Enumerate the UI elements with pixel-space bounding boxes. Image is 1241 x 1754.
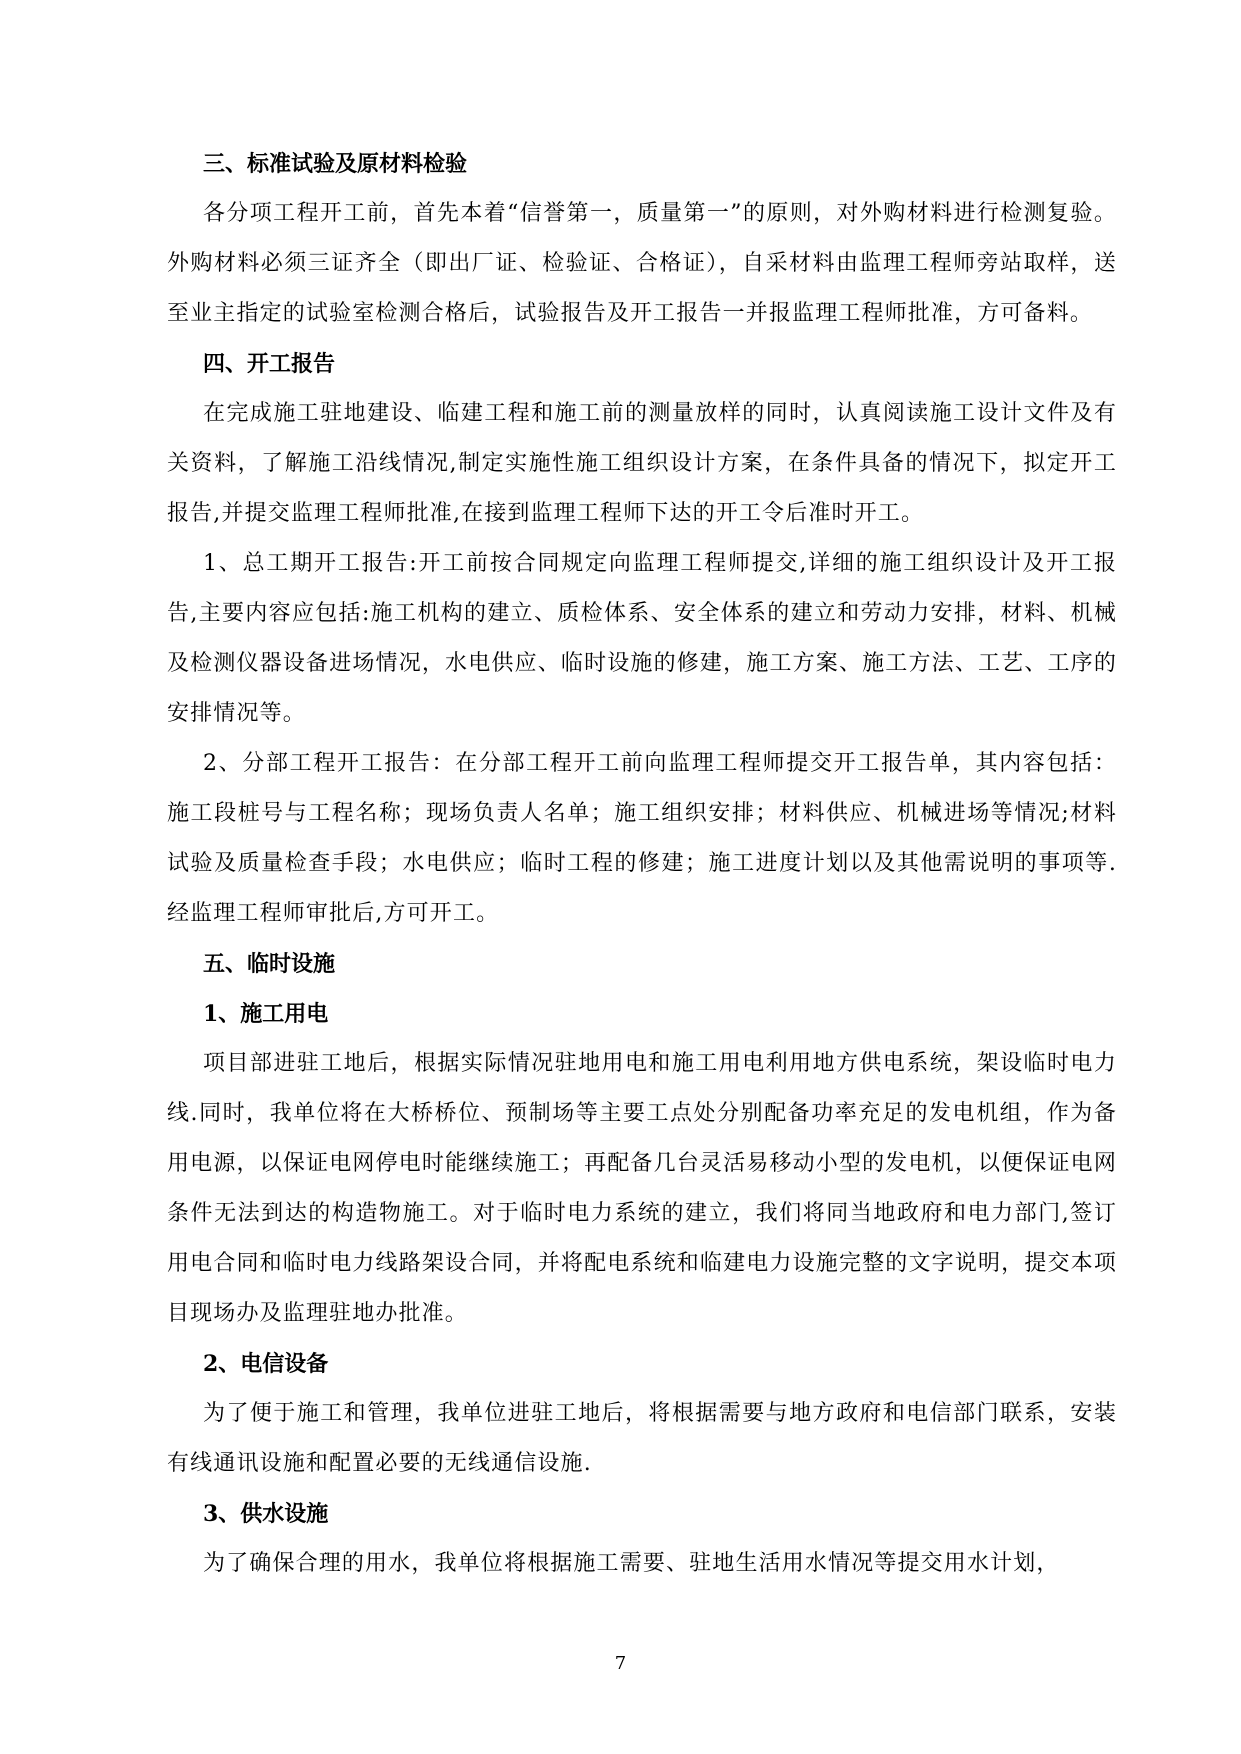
paragraph-overall-start-report: 1、总工期开工报告:开工前按合同规定向监理工程师提交,详细的施工组织设计及开工报告,主要内容应包括:施工机构的建立、质检体系、安全体系的建立和劳动力安排，材料、机械及检测仪器设备进场情况，水电供应、临时设施的修建，施工方案、施工方法、工艺、工序的安排情况等。 xyxy=(167,551,1117,726)
section-heading-standard-tests: 三、标准试验及原材料检验 xyxy=(203,151,468,177)
paragraph-telecom-equipment: 为了便于施工和管理，我单位进驻工地后，将根据需要与地方政府和电信部门联系，安装有线通讯设施和配置必要的无线通信设施. xyxy=(167,1401,1117,1476)
paragraph-start-report-intro: 在完成施工驻地建设、临建工程和施工前的测量放样的同时，认真阅读施工设计文件及有关资料，了解施工沿线情况,制定实施性施工组织设计方案，在条件具备的情况下，拟定开工报告,并提交监理工程师批准,在接到监理工程师下达的开工令后准时开工。 xyxy=(167,401,1117,526)
document-body xyxy=(167,139,1117,1589)
paragraph-construction-power: 项目部进驻工地后，根据实际情况驻地用电和施工用电利用地方供电系统，架设临时电力线.同时，我单位将在大桥桥位、预制场等主要工点处分别配备功率充足的发电机组，作为备用电源，以保证电网停电时能继续施工；再配备几台灵活易移动小型的发电机，以便保证电网条件无法到达的构造物施工。对于临时电力系统的建立，我们将同当地政府和电力部门,签订用电合同和临时电力线路架设合同，并将配电系统和临建电力设施完整的文字说明，提交本项目现场办及监理驻地办批准。 xyxy=(167,1051,1117,1326)
subheading-telecom-equipment: 2、电信设备 xyxy=(203,1351,329,1377)
subheading-water-supply: 3、供水设施 xyxy=(203,1501,329,1527)
subheading-construction-power: 1、施工用电 xyxy=(203,1001,329,1027)
paragraph-material-inspection: 各分项工程开工前，首先本着“信誉第一，质量第一”的原则，对外购材料进行检测复验。外购材料必须三证齐全（即出厂证、检验证、合格证），自采材料由监理工程师旁站取样，送至业主指定的试验室检测合格后，试验报告及开工报告一并报监理工程师批准，方可备料。 xyxy=(167,201,1117,326)
paragraph-water-supply: 为了确保合理的用水，我单位将根据施工需要、驻地生活用水情况等提交用水计划， xyxy=(203,1551,1060,1576)
section-heading-temporary-facilities: 五、临时设施 xyxy=(203,951,336,977)
section-heading-start-report: 四、开工报告 xyxy=(203,351,336,377)
paragraph-subproject-start-report: 2、分部工程开工报告：在分部工程开工前向监理工程师提交开工报告单，其内容包括：施工段桩号与工程名称；现场负责人名单；施工组织安排；材料供应、机械进场等情况;材料试验及质量检查手段；水电供应；临时工程的修建；施工进度计划以及其他需说明的事项等.经监理工程师审批后,方可开工。 xyxy=(167,751,1117,926)
page-number: 7 xyxy=(614,1653,627,1674)
